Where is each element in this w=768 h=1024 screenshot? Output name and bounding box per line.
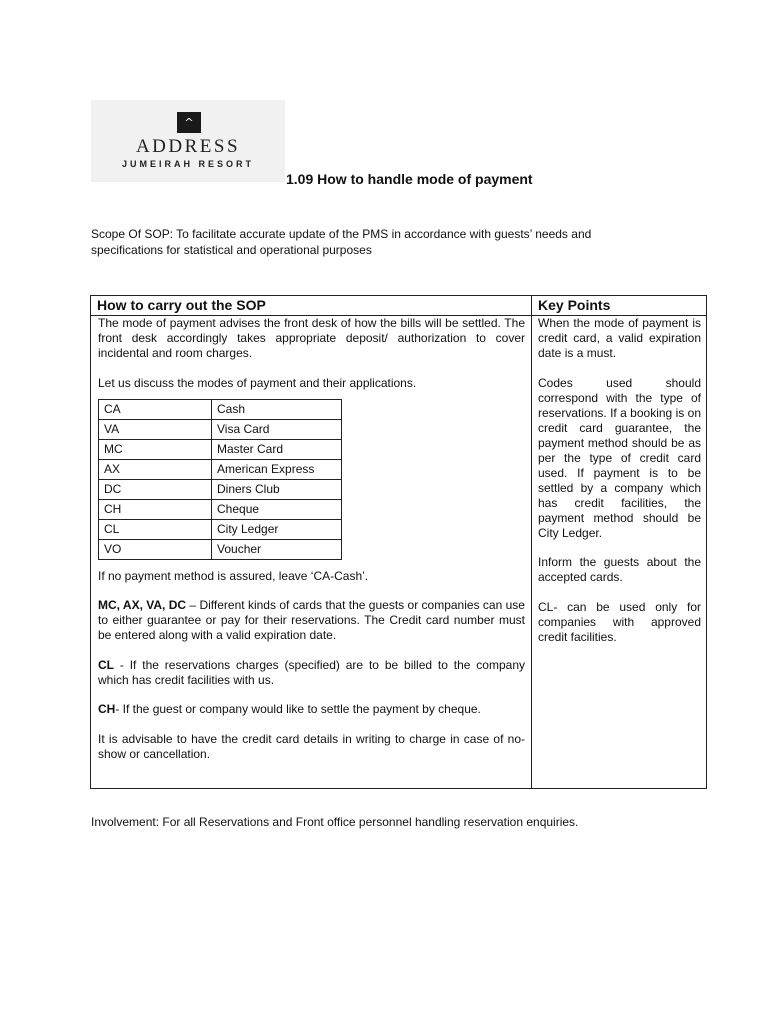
key-point: CL- can be used only for companies with approved credit facilities. bbox=[538, 599, 701, 644]
code-cell: CH bbox=[99, 499, 212, 519]
name-cell: American Express bbox=[212, 459, 342, 479]
ch-text: - If the guest or company would like to settle the payment by cheque. bbox=[115, 702, 481, 716]
table-row bbox=[99, 519, 342, 539]
logo-mark: ^ bbox=[177, 112, 201, 133]
payment-codes-table bbox=[98, 399, 342, 560]
logo-subtitle: JUMEIRAH RESORT bbox=[121, 159, 254, 169]
table-row bbox=[99, 399, 342, 419]
code-cell: VA bbox=[99, 419, 212, 439]
sop-table bbox=[90, 295, 707, 789]
code-cell: VO bbox=[99, 539, 212, 559]
how-to-column bbox=[98, 316, 525, 776]
key-point: Codes used should correspond with the type of reservations. If a booking is on credit card guarantee, the payment method should be as per the type of credit card used. If payment is to be settled by a company which has credit facilities, the payment method should be City Ledger. bbox=[538, 375, 701, 540]
code-cell: DC bbox=[99, 479, 212, 499]
cl-label: CL bbox=[98, 657, 114, 672]
key-points-column bbox=[538, 316, 701, 659]
cards-paragraph bbox=[98, 598, 525, 643]
table-row bbox=[99, 419, 342, 439]
name-cell: Cash bbox=[212, 399, 342, 419]
header-how-to: How to carry out the SOP bbox=[97, 297, 266, 313]
city-ledger-paragraph bbox=[98, 658, 525, 688]
intro-paragraph: The mode of payment advises the front desk of how the bills will be settled. The front desk accordingly takes appropriate deposit/ authorization to cover incidental and room charges. bbox=[98, 316, 525, 360]
cards-label: MC, AX, VA, DC bbox=[98, 598, 187, 612]
name-cell: Cheque bbox=[212, 499, 342, 519]
discuss-paragraph: Let us discuss the modes of payment and their applications. bbox=[98, 375, 417, 390]
key-point: When the mode of payment is credit card, a valid expiration date is a must. bbox=[538, 316, 701, 360]
code-cell: AX bbox=[99, 459, 212, 479]
key-point: Inform the guests about the accepted cards. bbox=[538, 555, 701, 584]
document-title: 1.09 How to handle mode of payment bbox=[286, 171, 533, 187]
table-row bbox=[99, 479, 342, 499]
company-logo bbox=[91, 100, 285, 182]
table-row bbox=[99, 539, 342, 559]
cheque-paragraph bbox=[98, 702, 525, 717]
code-cell: CL bbox=[99, 519, 212, 539]
column-divider bbox=[531, 296, 532, 788]
cards-text: – Different kinds of cards that the guests or companies can use to either guarantee or pay for their reservations. The Credit card number must be entered along with a valid expiration date. bbox=[98, 598, 525, 642]
ch-label: CH bbox=[98, 702, 116, 716]
table-row bbox=[99, 439, 342, 459]
logo-brand: ADDRESS bbox=[135, 136, 241, 157]
name-cell: Visa Card bbox=[212, 419, 342, 439]
code-cell: CA bbox=[99, 399, 212, 419]
name-cell: Master Card bbox=[212, 439, 342, 459]
scope-paragraph: Scope Of SOP: To facilitate accurate update of the PMS in accordance with guests’ needs and specifications for statistical and operational purposes bbox=[91, 227, 592, 257]
cl-text: - If the reservations charges (specified) are to be billed to the company which has credit facilities with us. bbox=[98, 657, 525, 687]
code-cell: MC bbox=[99, 439, 212, 459]
table-row bbox=[99, 459, 342, 479]
no-payment-paragraph: If no payment method is assured, leave ‘CA-Cash’. bbox=[98, 568, 369, 583]
header-key-points: Key Points bbox=[538, 297, 611, 313]
name-cell: City Ledger bbox=[212, 519, 342, 539]
involvement-paragraph: Involvement: For all Reservations and Front office personnel handling reservation enquiries. bbox=[91, 815, 579, 829]
advisable-paragraph: It is advisable to have the credit card details in writing to charge in case of no-show or cancellation. bbox=[98, 731, 525, 761]
name-cell: Diners Club bbox=[212, 479, 342, 499]
table-row bbox=[99, 499, 342, 519]
name-cell: Voucher bbox=[212, 539, 342, 559]
